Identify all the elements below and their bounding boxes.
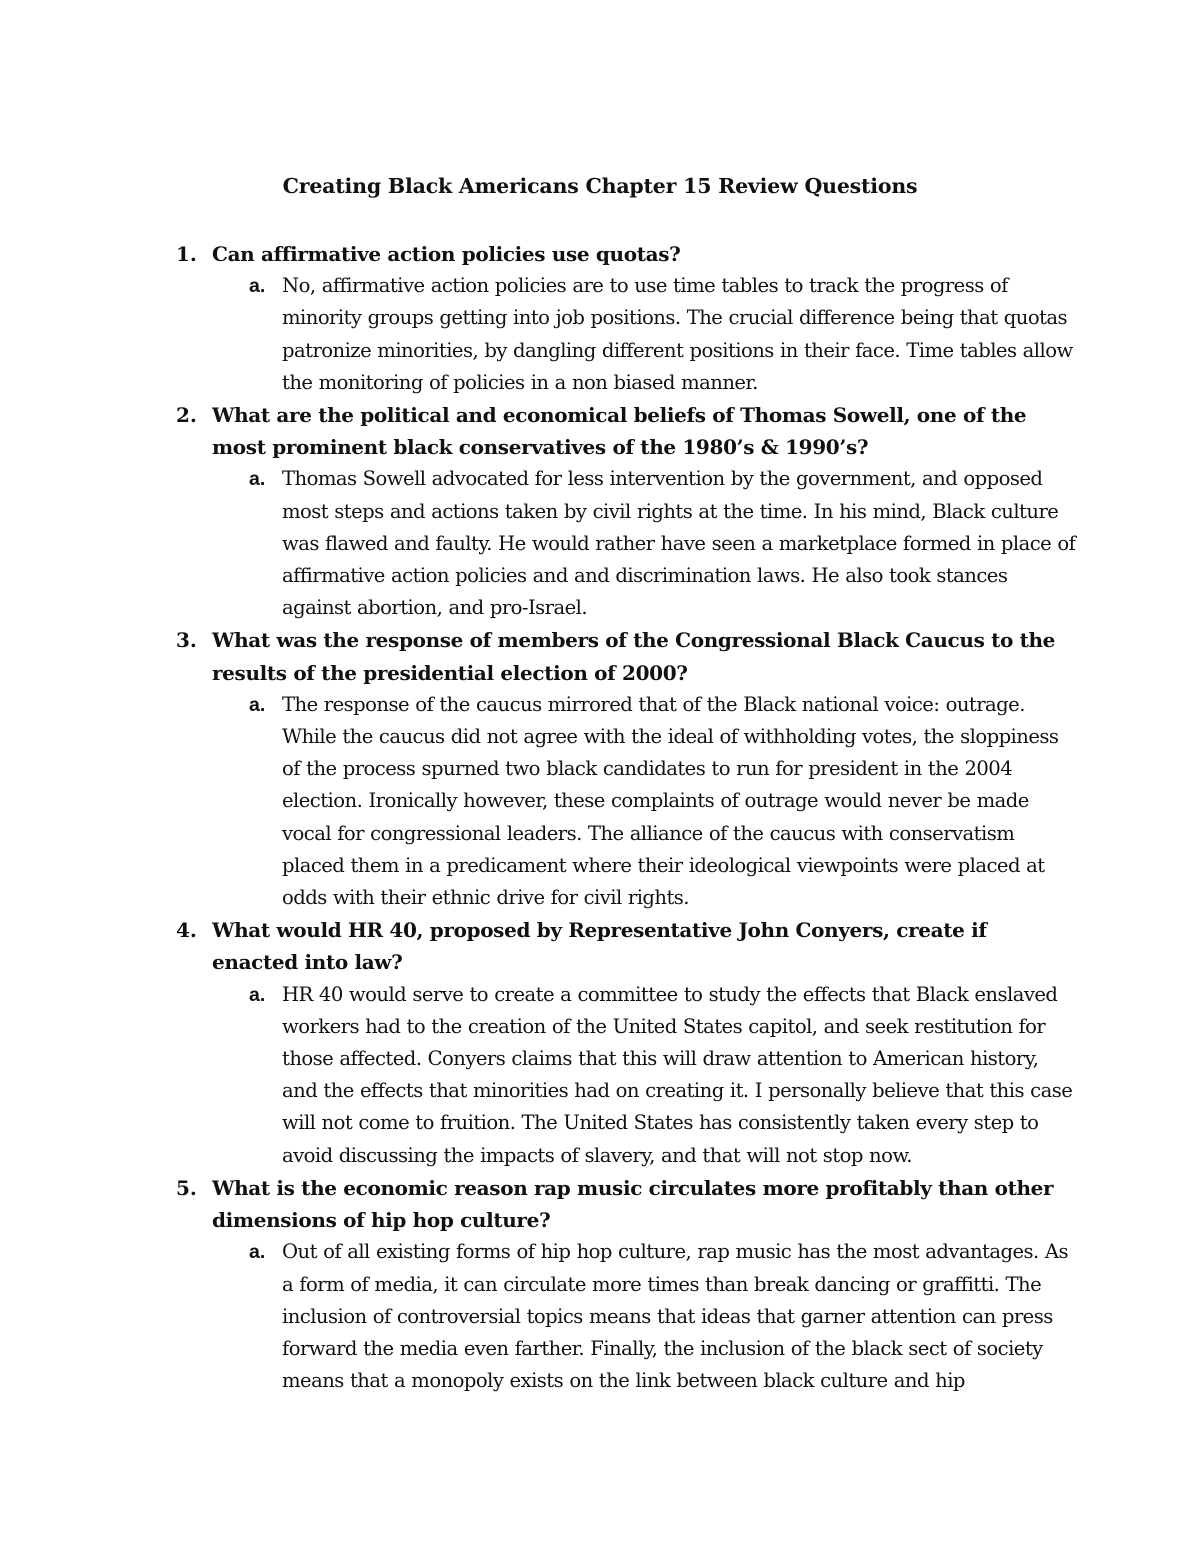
answer-text: HR 40 would serve to create a committee to study the effects that Black enslaved workers had to the creation of the United States capitol, and seek restitution for those affected. Conyers claims that this will draw attention to American history, and the effects that minorities had on creating it. I personally believe that this case will not come to fruition. The United States has consistently taken every step to avoid discussing the impacts of slavery, and that will not stop now.	[282, 982, 1073, 1167]
question-number: 5.	[176, 1175, 197, 1200]
answer-item	[249, 463, 1076, 624]
question-number: 2.	[176, 403, 197, 428]
question-item	[176, 238, 1076, 399]
question-number: 3.	[176, 628, 197, 653]
question-text: What is the economic reason rap music circulates more profitably than other dimensions of hip hop culture?	[212, 1175, 1054, 1233]
answer-item	[249, 1236, 1076, 1397]
answer-item	[249, 270, 1076, 399]
question-item	[176, 1172, 1076, 1397]
question-number: 4.	[176, 918, 197, 943]
question-text: What are the political and economical beliefs of Thomas Sowell, one of the most prominent black conservatives of the 1980’s & 1990’s?	[212, 403, 1027, 460]
answer-marker: a.	[249, 983, 266, 1006]
question-text: What would HR 40, proposed by Representative John Conyers, create if enacted into law?	[212, 918, 987, 975]
answer-marker: a.	[249, 1241, 266, 1264]
answer-text: Thomas Sowell advocated for less intervention by the government, and opposed most steps and actions taken by civil rights at the time. In his mind, Black culture was flawed and faulty. He would rather have seen a marketplace formed in place of affirmative action policies and and discrimination laws. He also took stances against abortion, and pro-Israel.	[282, 467, 1076, 620]
answer-text: The response of the caucus mirrored that of the Black national voice: outrage. While the caucus did not agree with the ideal of withholding votes, the sloppiness of the process spurned two black candidates to run for president in the 2004 election. Ironically however, these complaints of outrage would never be made vocal for congressional leaders. The alliance of the caucus with conservatism placed them in a predicament where their ideological viewpoints were placed at odds with their ethnic drive for civil rights.	[282, 692, 1059, 910]
answer-item	[249, 979, 1076, 1172]
document-title: Creating Black Americans Chapter 15 Review Questions	[282, 174, 918, 198]
question-number: 1.	[176, 242, 197, 266]
question-text: What was the response of members of the Congressional Black Caucus to the results of the presidential election of 2000?	[212, 628, 1056, 685]
question-list	[176, 238, 1076, 1397]
question-item	[176, 914, 1076, 1172]
question-item	[176, 399, 1076, 624]
answer-marker: a.	[249, 693, 266, 716]
answer-marker: a.	[249, 468, 266, 491]
question-text: Can affirmative action policies use quotas?	[212, 242, 681, 266]
answer-text: No, affirmative action policies are to use time tables to track the progress of minority groups getting into job positions. The crucial difference being that quotas patronize minorities, by dangling different positions in their face. Time tables allow the monitoring of policies in a non biased manner.	[282, 274, 1073, 394]
question-item	[176, 624, 1076, 914]
answer-marker: a.	[249, 275, 266, 298]
answer-text: Out of all existing forms of hip hop culture, rap music has the most advantages. As a form of media, it can circulate more times than break dancing or graffitti. The inclusion of controversial topics means that ideas that garner attention can press forward the media even farther. Finally, the inclusion of the black sect of society means that a monopoly exists on the link between black culture and hip	[282, 1240, 1069, 1393]
answer-item	[249, 689, 1076, 914]
